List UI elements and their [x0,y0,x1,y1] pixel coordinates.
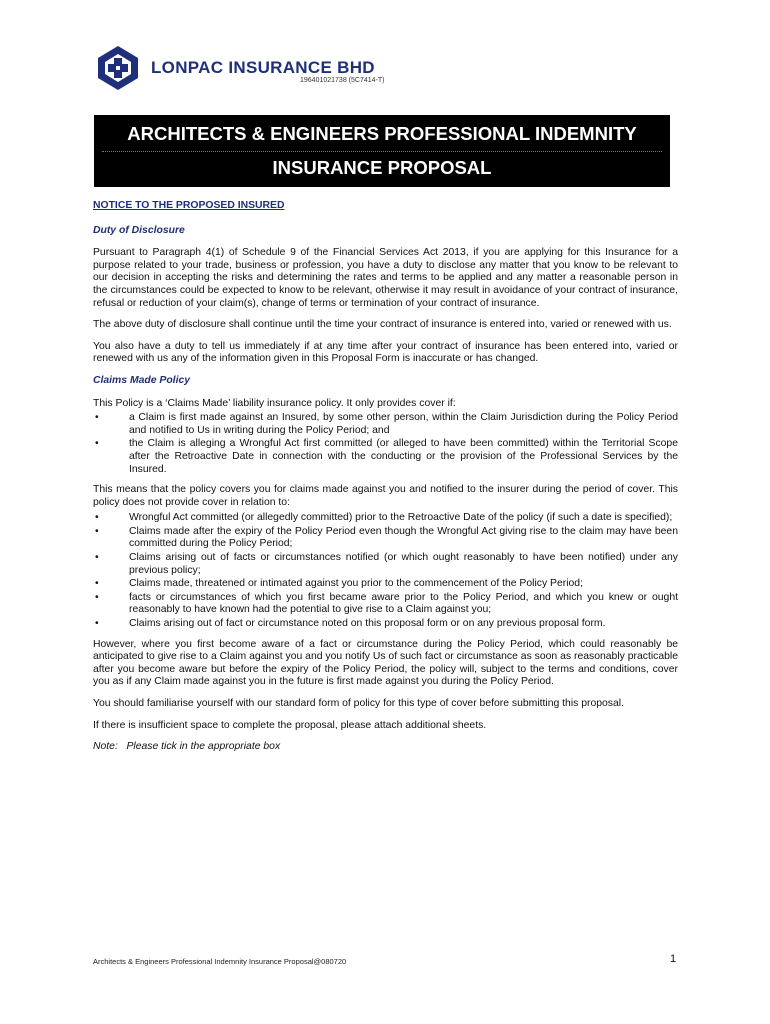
document-body [93,200,678,763]
however-paragraph: However, where you first become aware of a fact or circumstance during the Policy Period, which could reasonably be anticipated to give rise to a Claim against you and you notify Us of such fact or circumstance as soon as reasonably practicable after you become aware but before the expiry of the Policy Period, the policy will, subject to the terms and conditions, cover you as if any Claim made against you in the future is first made against you during the Policy Period. [93,638,678,688]
list-item: • Claims arising out of fact or circumstance noted on this proposal form or on any previous proposal form. [95,618,606,630]
exclusions-list [93,512,678,630]
insufficient-paragraph: If there is insufficient space to complete the proposal, please attach additional sheets. [93,719,487,731]
duty-paragraph-1: Pursuant to Paragraph 4(1) of Schedule 9 of the Financial Services Act 2013, if you are applying for this Insurance for a purpose related to your trade, business or profession, you have a duty to disclose any matter that you know to be relevant to our decision in accepting the risks and determining the rates and terms to be applied and any matter a reasonable person in the circumstances could be expected to know to be relevant, otherwise it may result in avoidance of your contract of insurance, refusal or reduction of your claim(s), change of terms or termination of your contract of insurance. [93,247,678,309]
lonpac-logo-icon [94,44,142,92]
list-item: • a Claim is first made against an Insured, by some other person, within the Claim Jurisdiction during the Policy Period and notified to Us in writing during the Policy Period; and [95,412,678,436]
page-number: 1 [670,953,677,965]
list-item: • facts or circumstances of which you first became aware prior to the Policy Period, and which you knew or ought reasonably to have known had the potential to give rise to a Claim against you; [95,591,678,616]
claims-intro: This Policy is a ‘Claims Made’ liability insurance policy. It only provides cover if: [93,397,456,409]
duty-paragraph-3: You also have a duty to tell us immediately if at any time after your contract of insurance has been entered into, varied or renewed with us any of the information given in this Proposal Form is inaccurate or has changed. [93,340,678,365]
footer-text: Architects & Engineers Professional Indemnity Insurance Proposal@080720 [93,957,347,966]
list-item: • Claims made, threatened or intimated against you prior to the commencement of the Policy Period; [95,578,583,590]
title-separator [102,151,662,152]
familiarise-paragraph: You should familiarise yourself with our standard form of policy for this type of cover before submitting this proposal. [93,698,624,709]
duty-paragraph-2: The above duty of disclosure shall continue until the time your contract of insurance is entered into, varied or renewed with us. [93,319,672,331]
title-line-2: INSURANCE PROPOSAL [272,157,492,178]
list-item: • Wrongful Act committed (or allegedly committed) prior to the Retroactive Date of the policy (if such a date is specified); [95,512,673,524]
title-banner [94,115,670,187]
note-text: Note: Please tick in the appropriate box [93,741,281,753]
conditions-list [93,412,678,476]
duty-heading: Duty of Disclosure [93,224,185,236]
notice-heading: NOTICE TO THE PROPOSED INSURED [93,200,285,211]
claims-heading: Claims Made Policy [93,374,191,386]
company-reg-no: 196401021738 (5C7414-T) [300,77,385,84]
list-item: • the Claim is alleging a Wrongful Act first committed (or alleged to have been committed) within the Territorial Scope after the Retroactive Date in connection with the conducting or the provision of the Professional Services by the Insured. [95,438,678,475]
title-line-1: ARCHITECTS & ENGINEERS PROFESSIONAL INDEMNITY [127,123,637,144]
company-name: LONPAC INSURANCE BHD [151,58,375,77]
list-item: • Claims made after the expiry of the Policy Period even though the Wrongful Act giving rise to the claim may have been committed during the Policy Period; [95,525,678,550]
claims-means: This means that the policy covers you for claims made against you and notified to the insurer during the period of cover. This policy does not provide cover in relation to: [93,484,678,508]
list-item: • Claims arising out of facts or circumstances notified (or which ought reasonably to have been notified) under any previous policy; [95,552,678,576]
